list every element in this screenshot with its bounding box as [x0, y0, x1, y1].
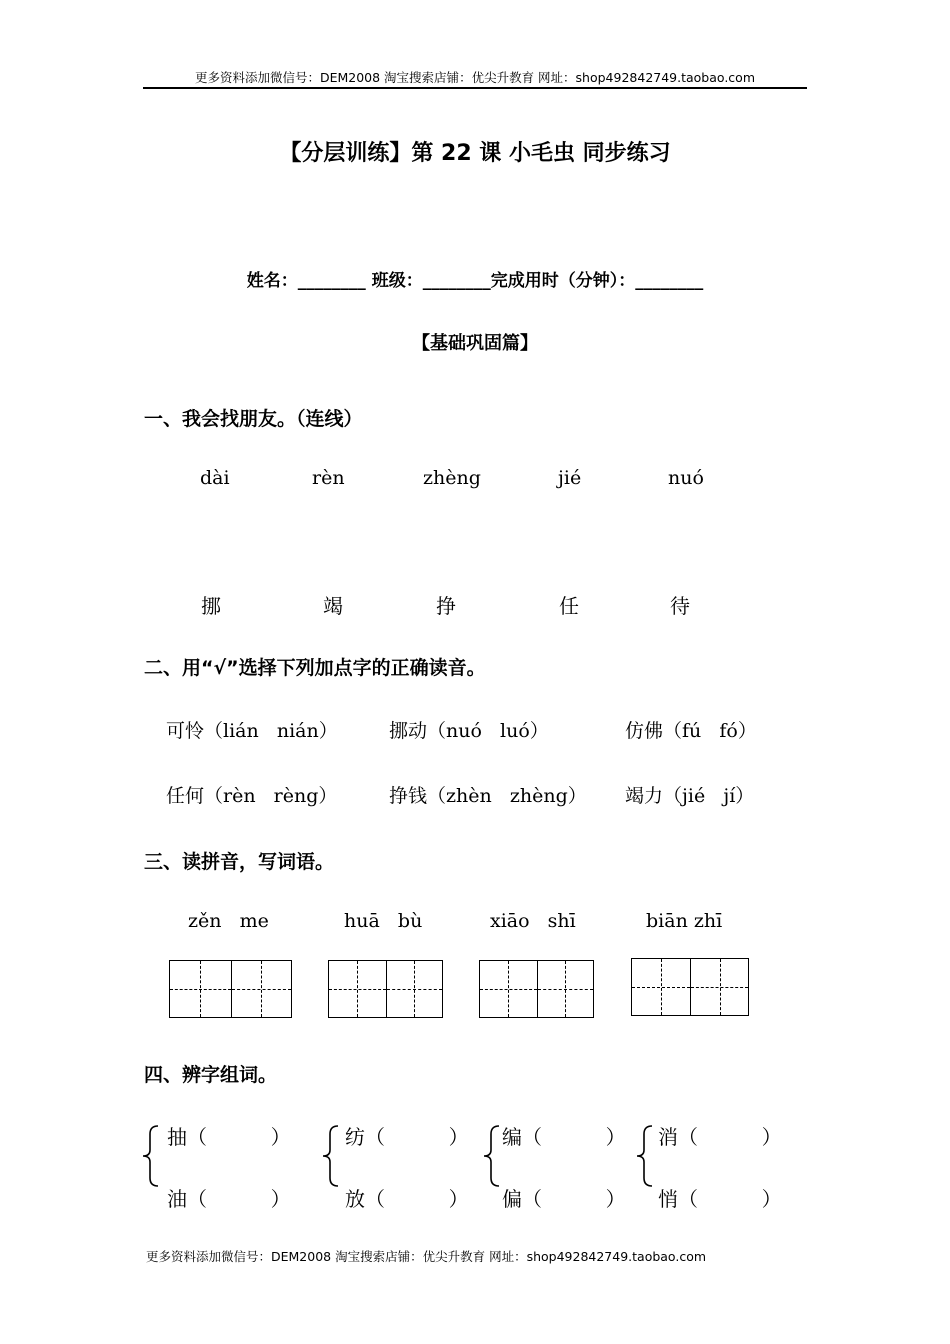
q2-option: 挣钱（zhèn zhèng）	[389, 785, 587, 807]
q3-pinyin: xiāo shī	[490, 910, 576, 932]
q2-option: 任何（rèn rèng）	[166, 785, 338, 807]
section-heading: 【基础巩固篇】	[412, 333, 538, 354]
q4-word-blank[interactable]: 消（ ）	[658, 1125, 782, 1149]
q4-word-blank[interactable]: 抽（ ）	[167, 1125, 291, 1149]
brace-icon	[140, 1124, 162, 1188]
header-rule	[143, 87, 807, 89]
page-title: 【分层训练】第 22 课 小毛虫 同步练习	[279, 141, 671, 166]
question-2-heading: 二、用“√”选择下列加点字的正确读音。	[144, 657, 486, 679]
writing-grid[interactable]	[631, 958, 749, 1016]
question-1-heading: 一、我会找朋友。（连线）	[144, 408, 363, 430]
q4-word-blank[interactable]: 放（ ）	[345, 1187, 469, 1211]
q2-option: 仿佛（fú fó）	[625, 720, 757, 742]
q2-option: 可怜（lián nián）	[166, 720, 338, 742]
brace-icon	[634, 1124, 656, 1188]
q1-hanzi: 任	[559, 594, 579, 618]
writing-grid[interactable]	[479, 960, 594, 1018]
q1-pinyin: jié	[558, 467, 582, 489]
student-info-line: 姓名：________ 班级：________完成用时（分钟）：________	[246, 271, 704, 291]
q2-option: 竭力（jié jí）	[625, 785, 755, 807]
q3-pinyin: zěn me	[188, 910, 269, 932]
q1-pinyin: dài	[200, 467, 230, 489]
q3-pinyin: biān zhī	[646, 910, 723, 932]
q4-word-blank[interactable]: 编（ ）	[502, 1125, 626, 1149]
q1-pinyin: rèn	[312, 467, 345, 489]
q2-option: 挪动（nuó luó）	[389, 720, 549, 742]
q1-hanzi: 挪	[201, 594, 221, 618]
q4-word-blank[interactable]: 油（ ）	[167, 1187, 291, 1211]
brace-icon	[320, 1124, 342, 1188]
q4-word-blank[interactable]: 偏（ ）	[502, 1187, 626, 1211]
q4-word-blank[interactable]: 纺（ ）	[345, 1125, 469, 1149]
page-footer: 更多资料添加微信号：DEM2008 淘宝搜索店铺：优尖升教育 网址：shop492842749.taobao.com	[146, 1249, 707, 1264]
q1-pinyin: nuó	[668, 467, 704, 489]
q1-hanzi: 待	[670, 594, 690, 618]
q1-hanzi: 竭	[323, 594, 343, 618]
question-4-heading: 四、辨字组词。	[144, 1064, 278, 1086]
q3-pinyin: huā bù	[344, 910, 423, 932]
page-header: 更多资料添加微信号：DEM2008 淘宝搜索店铺：优尖升教育 网址：shop492842749.taobao.com	[194, 70, 756, 85]
brace-icon	[481, 1124, 503, 1188]
q1-pinyin: zhèng	[423, 467, 481, 489]
question-3-heading: 三、读拼音，写词语。	[144, 851, 335, 873]
q1-hanzi: 挣	[436, 594, 456, 618]
q4-word-blank[interactable]: 悄（ ）	[658, 1187, 782, 1211]
writing-grid[interactable]	[328, 960, 443, 1018]
writing-grid[interactable]	[169, 960, 292, 1018]
